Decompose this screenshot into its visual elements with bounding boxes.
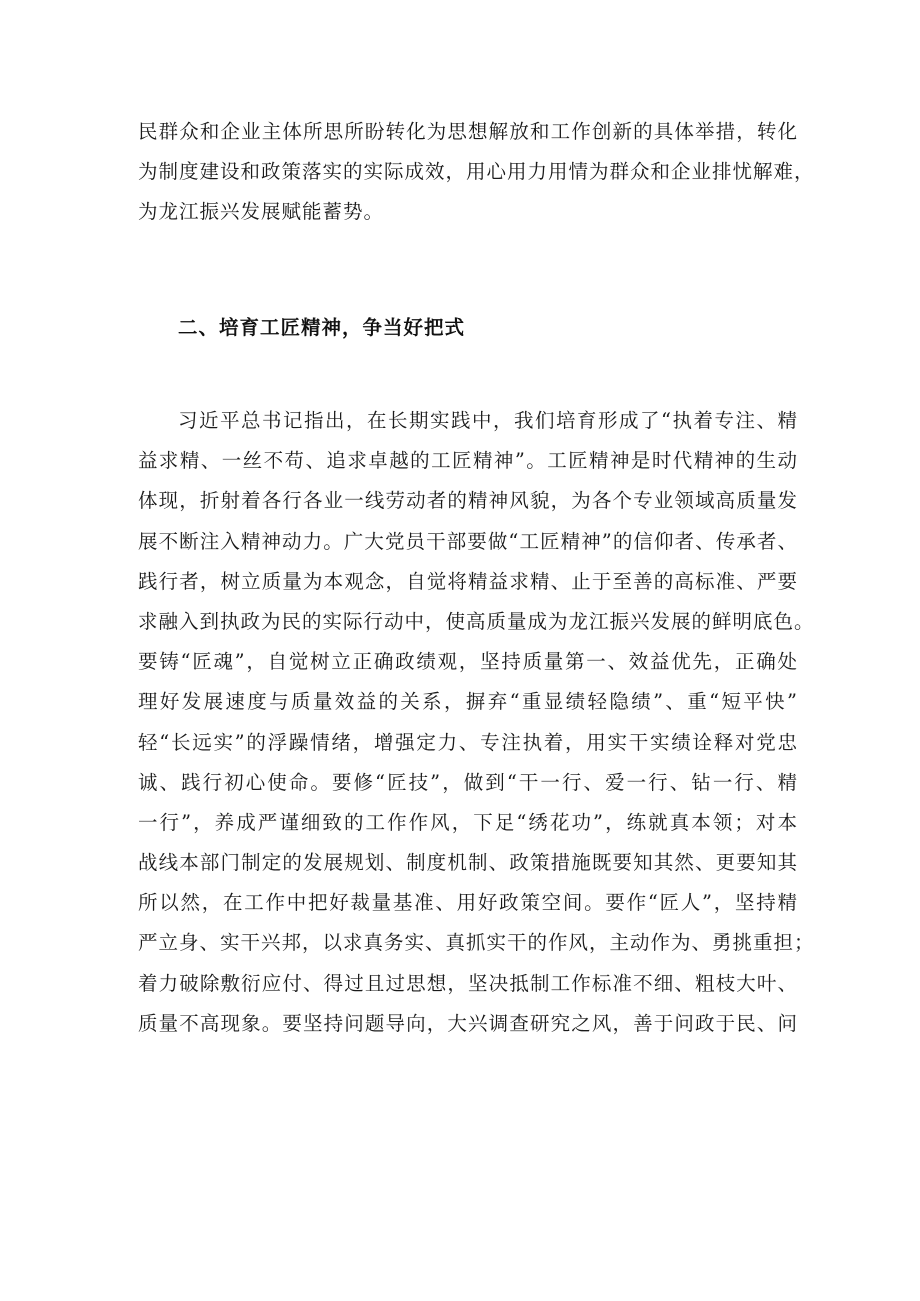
text-line: 求融入到执政为民的实际行动中，使高质量成为龙江振兴发展的鲜明底色。 [138, 609, 815, 633]
text-line: 一行”，养成严谨细致的工作作风，下足“绣花功”，练就真本领；对本 [138, 810, 798, 834]
text-line: 所以然，在工作中把好裁量基准、用好政策空间。要作“匠人”，坚持精 [138, 891, 798, 915]
text-line: 理好发展速度与质量效益的关系，摒弃“重显绩轻隐绩”、重“短平快” [138, 690, 798, 714]
text-line: 战线本部门制定的发展规划、制度机制、政策措施既要知其然、更要知其 [138, 851, 798, 875]
text-line: 要铸“匠魂”，自觉树立正确政绩观，坚持质量第一、效益优先，正确处 [138, 650, 798, 674]
text-line: 为龙江振兴发展赋能蓄势。 [138, 200, 385, 224]
text-line: 习近平总书记指出，在长期实践中，我们培育形成了“执着专注、精 [178, 409, 798, 432]
section-heading: 二、培育工匠精神，争当好把式 [178, 316, 466, 339]
text-line: 质量不高现象。要坚持问题导向，大兴调查研究之风，善于问政于民、问 [138, 1011, 798, 1035]
text-line: 益求精、一丝不苟、追求卓越的工匠精神”。工匠精神是时代精神的生动 [138, 449, 798, 473]
text-line: 体现，折射着各行各业一线劳动者的精神风貌，为各个专业领域高质量发 [138, 489, 798, 513]
text-line: 展不断注入精神动力。广大党员干部要做“工匠精神”的信仰者、传承者、 [138, 529, 798, 553]
intro-paragraph [138, 112, 815, 233]
text-line: 践行者，树立质量为本观念，自觉将精益求精、止于至善的高标准、严要 [138, 569, 798, 593]
text-line: 民群众和企业主体所思所盼转化为思想解放和工作创新的具体举措，转化 [138, 120, 798, 143]
text-line: 严立身、实干兴邦，以求真务实、真抓实干的作风，主动作为、勇挑重担； [138, 931, 815, 955]
text-line: 着力破除敷衍应付、得过且过思想，坚决抵制工作标准不细、粗枝大叶、 [138, 971, 798, 995]
text-line: 诚、践行初心使命。要修“匠技”，做到“干一行、爱一行、钻一行、精 [138, 770, 798, 794]
text-line: 为制度建设和政策落实的实际成效，用心用力用情为群众和企业排忧解难， [138, 160, 815, 184]
text-line: 轻“长远实”的浮躁情绪，增强定力、专注执着，用实干实绩诠释对党忠 [138, 730, 798, 754]
body-paragraph [138, 401, 815, 1044]
